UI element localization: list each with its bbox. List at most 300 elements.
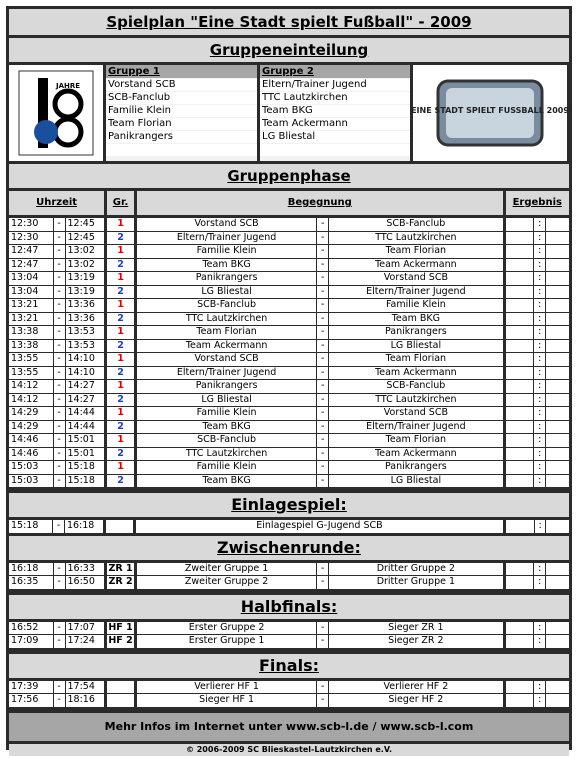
end-time: 14:44 <box>66 421 105 434</box>
result-separator: : <box>534 313 545 326</box>
time-separator: - <box>54 407 65 420</box>
group-cell <box>107 694 134 707</box>
start-time: 14:29 <box>9 407 53 420</box>
start-time: 16:35 <box>9 576 53 589</box>
result-away[interactable] <box>546 218 569 231</box>
end-time: 17:54 <box>66 681 105 694</box>
start-time: 12:30 <box>9 232 53 245</box>
away-team: Team Florian <box>329 434 502 447</box>
result-home[interactable] <box>506 475 534 488</box>
match-separator: - <box>317 326 328 339</box>
result-separator: : <box>534 259 545 272</box>
result-away[interactable] <box>546 681 569 694</box>
result-away[interactable] <box>546 326 569 339</box>
match-separator: - <box>317 245 328 258</box>
match-separator: - <box>317 232 328 245</box>
away-team: LG Bliestal <box>329 340 502 353</box>
away-team: Dritter Gruppe 2 <box>329 563 502 576</box>
result-home[interactable] <box>506 232 534 245</box>
time-separator: - <box>54 232 65 245</box>
result-separator: : <box>534 635 545 648</box>
table-row <box>9 407 569 420</box>
match-separator: - <box>317 367 328 380</box>
result-home[interactable] <box>506 367 534 380</box>
table-row <box>9 421 569 434</box>
end-time: 13:02 <box>66 259 105 272</box>
group-phase-rows <box>9 218 569 490</box>
halbfinals-rows <box>9 622 569 651</box>
end-time: 15:18 <box>66 461 105 474</box>
group-2-team: Team BKG <box>260 105 410 117</box>
away-team: Vorstand SCB <box>329 272 502 285</box>
table-row <box>9 448 569 461</box>
page-title: Spielplan "Eine Stadt spielt Fußball" - 2009 <box>9 9 569 35</box>
home-team: Team Florian <box>137 326 316 339</box>
result-separator: : <box>534 475 545 488</box>
start-time: 16:52 <box>9 622 53 635</box>
home-team: Sieger HF 1 <box>137 694 316 707</box>
end-time: 17:24 <box>66 635 105 648</box>
match-separator: - <box>317 475 328 488</box>
home-team: Team Ackermann <box>137 340 316 353</box>
end-time: 12:45 <box>66 232 105 245</box>
group-2-team: Team Ackermann <box>260 118 410 130</box>
start-time: 13:55 <box>9 367 53 380</box>
away-team: Team Ackermann <box>329 448 502 461</box>
result-separator: : <box>534 353 545 366</box>
time-separator: - <box>54 245 65 258</box>
end-time: 16:33 <box>66 563 105 576</box>
table-row <box>9 475 569 488</box>
home-team: SCB-Fanclub <box>137 299 316 312</box>
home-team: Vorstand SCB <box>137 353 316 366</box>
result-separator: : <box>534 299 545 312</box>
copyright: © 2006-2009 SC Blieskastel-Lautzkirchen e.V. <box>9 744 569 756</box>
match-separator: - <box>317 313 328 326</box>
section-einlagespiel: Einlagespiel: <box>9 493 569 517</box>
result-home[interactable] <box>506 272 534 285</box>
result-separator: : <box>534 380 545 393</box>
result-separator: : <box>534 218 545 231</box>
group-cell: 2 <box>107 259 134 272</box>
result-separator: : <box>534 576 545 589</box>
match-separator: - <box>317 340 328 353</box>
group-1-team: Vorstand SCB <box>106 79 257 91</box>
result-separator: : <box>534 694 545 707</box>
group-cell: 2 <box>107 421 134 434</box>
group-1-team: Panikrangers <box>106 131 257 143</box>
table-row <box>9 272 569 285</box>
end-time: 13:53 <box>66 326 105 339</box>
table-row <box>9 340 569 353</box>
section-gruppeneinteilung: Gruppeneinteilung <box>9 38 569 62</box>
result-home[interactable] <box>506 394 534 407</box>
end-time: 15:01 <box>66 448 105 461</box>
table-row <box>9 286 569 299</box>
result-away[interactable] <box>546 434 569 447</box>
home-team: Team BKG <box>137 421 316 434</box>
group-cell: 1 <box>107 326 134 339</box>
home-team: Erster Gruppe 1 <box>137 635 316 648</box>
result-away[interactable] <box>546 576 569 589</box>
home-team: Zweiter Gruppe 2 <box>137 576 316 589</box>
home-team: TTC Lautzkirchen <box>137 313 316 326</box>
away-team: Team Florian <box>329 245 502 258</box>
start-time: 13:55 <box>9 353 53 366</box>
end-time: 18:16 <box>66 694 105 707</box>
group-cell: 2 <box>107 475 134 488</box>
time-separator: - <box>54 326 65 339</box>
group-1-team: SCB-Fanclub <box>106 92 257 104</box>
table-row <box>9 367 569 380</box>
event-logo <box>413 65 567 161</box>
result-away[interactable] <box>546 407 569 420</box>
home-team: Eltern/Trainer Jugend <box>137 367 316 380</box>
home-team: Team BKG <box>137 259 316 272</box>
away-team: Verlierer HF 2 <box>329 681 502 694</box>
result-home[interactable] <box>506 407 534 420</box>
result-away[interactable] <box>546 622 569 635</box>
start-time: 12:47 <box>9 259 53 272</box>
result-home[interactable] <box>506 563 534 576</box>
table-row <box>9 326 569 339</box>
end-time: 13:19 <box>66 272 105 285</box>
group-cell: 1 <box>107 299 134 312</box>
result-home[interactable] <box>506 681 534 694</box>
group-cell: 1 <box>107 461 134 474</box>
away-team: Dritter Gruppe 1 <box>329 576 502 589</box>
home-team: Vorstand SCB <box>137 218 316 231</box>
start-time: 13:21 <box>9 299 53 312</box>
group-cell: ZR 2 <box>108 576 133 587</box>
finals-rows <box>9 681 569 710</box>
table-row <box>9 259 569 272</box>
result-home[interactable] <box>506 694 534 707</box>
end-time: 13:19 <box>66 286 105 299</box>
group-2-team: TTC Lautzkirchen <box>260 92 410 104</box>
group-cell: 1 <box>107 407 134 420</box>
table-row <box>9 622 569 635</box>
home-team: LG Bliestal <box>137 286 316 299</box>
away-team: LG Bliestal <box>329 475 502 488</box>
result-away[interactable] <box>546 475 569 488</box>
result-separator: : <box>534 461 545 474</box>
result-home[interactable] <box>506 340 534 353</box>
result-separator: : <box>534 286 545 299</box>
start-time: 13:38 <box>9 340 53 353</box>
result-away[interactable] <box>546 448 569 461</box>
match-separator: - <box>317 272 328 285</box>
group-2-title: Gruppe 2 <box>260 65 410 78</box>
group-cell: 2 <box>107 448 134 461</box>
result-home[interactable] <box>506 353 534 366</box>
group-cell: 1 <box>107 218 134 231</box>
result-separator: : <box>534 407 545 420</box>
result-home[interactable] <box>506 313 534 326</box>
result-separator: : <box>535 520 546 533</box>
result-away[interactable] <box>546 353 569 366</box>
start-time: 13:04 <box>9 272 53 285</box>
group-cell: 1 <box>107 434 134 447</box>
header-uhrzeit: Uhrzeit <box>9 191 104 215</box>
time-separator: - <box>54 421 65 434</box>
header-gruppe: Gr. <box>107 191 134 215</box>
start-time: 13:21 <box>9 313 53 326</box>
table-row <box>9 218 569 231</box>
group-cell: 2 <box>107 313 134 326</box>
time-separator: - <box>54 622 65 635</box>
result-separator: : <box>534 394 545 407</box>
end-time: 12:45 <box>66 218 105 231</box>
end-time: 14:10 <box>66 353 105 366</box>
start-time: 14:29 <box>9 421 53 434</box>
start-time: 12:47 <box>9 245 53 258</box>
result-home[interactable] <box>506 576 534 589</box>
result-away[interactable] <box>546 232 569 245</box>
home-team: Familie Klein <box>137 407 316 420</box>
time-separator: - <box>54 353 65 366</box>
start-time: 14:12 <box>9 380 53 393</box>
result-home[interactable] <box>506 622 534 635</box>
away-team: Panikrangers <box>329 461 502 474</box>
time-separator: - <box>54 694 65 707</box>
result-away[interactable] <box>546 380 569 393</box>
result-home[interactable] <box>506 218 534 231</box>
end-time: 14:27 <box>66 380 105 393</box>
away-team: Team BKG <box>329 313 502 326</box>
away-team: SCB-Fanclub <box>329 218 502 231</box>
result-away[interactable] <box>546 520 569 533</box>
end-time: 13:02 <box>66 245 105 258</box>
group-2-team: LG Bliestal <box>260 131 410 143</box>
match-separator: - <box>317 622 328 635</box>
match-separator: - <box>317 299 328 312</box>
result-away[interactable] <box>546 286 569 299</box>
match-separator: - <box>317 576 328 589</box>
group-cell: ZR 1 <box>108 562 133 574</box>
group-2-team <box>260 144 410 156</box>
table-header <box>9 191 569 215</box>
club-anniversary-logo <box>9 65 103 161</box>
home-team: Familie Klein <box>137 461 316 474</box>
event-logo-text: EINE STADT SPIELT FUSSBALL 2009 <box>411 106 569 115</box>
match-separator: - <box>317 694 328 707</box>
group-cell <box>106 520 132 533</box>
time-separator: - <box>54 367 65 380</box>
match-separator: - <box>317 407 328 420</box>
result-separator: : <box>534 232 545 245</box>
away-team: Team Florian <box>329 353 502 366</box>
match-separator: - <box>317 380 328 393</box>
match-separator: - <box>317 286 328 299</box>
away-team: Sieger ZR 1 <box>329 622 502 635</box>
time-separator: - <box>54 461 65 474</box>
match-separator: - <box>317 394 328 407</box>
table-row <box>9 394 569 407</box>
result-home[interactable] <box>506 461 534 474</box>
footer-info: Mehr Infos im Internet unter www.scb-l.de / www.scb-l.com <box>9 713 569 741</box>
group-cell: 2 <box>107 340 134 353</box>
group-1-team: Familie Klein <box>106 105 257 117</box>
away-team: Sieger ZR 2 <box>329 635 502 648</box>
match-separator: - <box>317 563 328 576</box>
result-away[interactable] <box>546 635 569 648</box>
time-separator: - <box>54 681 65 694</box>
group-cell: 1 <box>107 380 134 393</box>
table-row <box>9 681 569 694</box>
table-row <box>9 353 569 366</box>
start-time: 17:39 <box>9 681 53 694</box>
table-row <box>9 694 569 707</box>
result-home[interactable] <box>506 635 534 648</box>
start-time: 14:12 <box>9 394 53 407</box>
start-time: 15:18 <box>9 520 52 533</box>
time-separator: - <box>54 286 65 299</box>
home-team: Zweiter Gruppe 1 <box>137 563 316 576</box>
result-away[interactable] <box>546 461 569 474</box>
match-separator: - <box>317 448 328 461</box>
result-separator: : <box>534 448 545 461</box>
result-home[interactable] <box>506 245 534 258</box>
group-cell: 1 <box>107 272 134 285</box>
match-separator: - <box>317 681 328 694</box>
start-time: 12:30 <box>9 218 53 231</box>
section-gruppenphase: Gruppenphase <box>9 164 569 188</box>
result-home[interactable] <box>506 286 534 299</box>
time-separator: - <box>54 635 65 648</box>
away-team: Team Ackermann <box>329 259 502 272</box>
end-time: 14:27 <box>66 394 105 407</box>
start-time: 13:38 <box>9 326 53 339</box>
away-team: Team Ackermann <box>329 367 502 380</box>
logo-jahre-text: JAHRE <box>56 82 81 90</box>
away-team: TTC Lautzkirchen <box>329 394 502 407</box>
end-time: 15:01 <box>66 434 105 447</box>
time-separator: - <box>54 576 65 589</box>
away-team: Panikrangers <box>329 326 502 339</box>
result-away[interactable] <box>546 694 569 707</box>
result-home[interactable] <box>506 326 534 339</box>
result-home[interactable] <box>506 520 533 533</box>
group-cell: HF 2 <box>108 635 133 646</box>
away-team: TTC Lautzkirchen <box>329 232 502 245</box>
result-home[interactable] <box>506 448 534 461</box>
result-separator: : <box>534 681 545 694</box>
result-separator: : <box>534 367 545 380</box>
match-separator: - <box>317 635 328 648</box>
match-separator: - <box>317 218 328 231</box>
result-separator: : <box>534 563 545 576</box>
result-away[interactable] <box>546 563 569 576</box>
table-row <box>9 299 569 312</box>
home-team: Erster Gruppe 2 <box>137 622 316 635</box>
end-time: 17:07 <box>66 622 105 635</box>
end-time: 15:18 <box>66 475 105 488</box>
result-away[interactable] <box>546 394 569 407</box>
time-separator: - <box>54 272 65 285</box>
time-separator: - <box>54 475 65 488</box>
home-team: Verlierer HF 1 <box>137 681 316 694</box>
time-separator: - <box>54 313 65 326</box>
match-separator: - <box>317 421 328 434</box>
group-cell: 2 <box>107 232 134 245</box>
group-2-list <box>260 65 410 161</box>
time-separator: - <box>54 448 65 461</box>
result-away[interactable] <box>546 340 569 353</box>
start-time: 17:56 <box>9 694 53 707</box>
table-row <box>9 563 569 576</box>
group-1-team <box>106 144 257 156</box>
home-team: Familie Klein <box>137 245 316 258</box>
end-time: 16:18 <box>65 520 103 533</box>
result-home[interactable] <box>506 421 534 434</box>
group-cell: 2 <box>107 286 134 299</box>
end-time: 16:50 <box>66 576 105 589</box>
section-halbfinals: Halbfinals: <box>9 595 569 619</box>
table-row <box>9 520 569 533</box>
group-1-team: Team Florian <box>106 118 257 130</box>
start-time: 14:46 <box>9 434 53 447</box>
away-team: Vorstand SCB <box>329 407 502 420</box>
table-row <box>9 461 569 474</box>
result-away[interactable] <box>546 367 569 380</box>
result-away[interactable] <box>546 421 569 434</box>
group-cell: 1 <box>107 245 134 258</box>
match-separator: - <box>317 434 328 447</box>
result-home[interactable] <box>506 259 534 272</box>
time-separator: - <box>54 563 65 576</box>
schedule-sheet <box>6 6 572 754</box>
match-separator: - <box>317 461 328 474</box>
group-cell: 1 <box>107 353 134 366</box>
result-away[interactable] <box>546 259 569 272</box>
result-home[interactable] <box>506 380 534 393</box>
result-away[interactable] <box>546 299 569 312</box>
table-row <box>9 380 569 393</box>
result-separator: : <box>534 421 545 434</box>
result-separator: : <box>534 272 545 285</box>
time-separator: - <box>53 520 64 533</box>
group-cell: 2 <box>107 367 134 380</box>
result-separator: : <box>534 340 545 353</box>
home-team: Panikrangers <box>137 272 316 285</box>
group-cell <box>107 681 134 694</box>
home-team: Eltern/Trainer Jugend <box>137 232 316 245</box>
home-team: LG Bliestal <box>137 394 316 407</box>
start-time: 14:46 <box>9 448 53 461</box>
end-time: 13:36 <box>66 299 105 312</box>
result-home[interactable] <box>506 434 534 447</box>
table-row <box>9 635 569 648</box>
exhibition-match: Einlagespiel G-Jugend SCB <box>136 520 504 533</box>
home-team: SCB-Fanclub <box>137 434 316 447</box>
result-away[interactable] <box>546 313 569 326</box>
group-1-title: Gruppe 1 <box>106 65 257 78</box>
table-row <box>9 576 569 589</box>
start-time: 15:03 <box>9 475 53 488</box>
group-1-list <box>106 65 257 161</box>
section-zwischenrunde: Zwischenrunde: <box>9 536 569 560</box>
header-begegnung: Begegnung <box>137 191 503 215</box>
start-time: 15:03 <box>9 461 53 474</box>
result-away[interactable] <box>546 245 569 258</box>
time-separator: - <box>54 380 65 393</box>
result-separator: : <box>534 326 545 339</box>
result-home[interactable] <box>506 299 534 312</box>
away-team: Eltern/Trainer Jugend <box>329 421 502 434</box>
group-2-team: Eltern/Trainer Jugend <box>260 79 410 91</box>
result-away[interactable] <box>546 272 569 285</box>
